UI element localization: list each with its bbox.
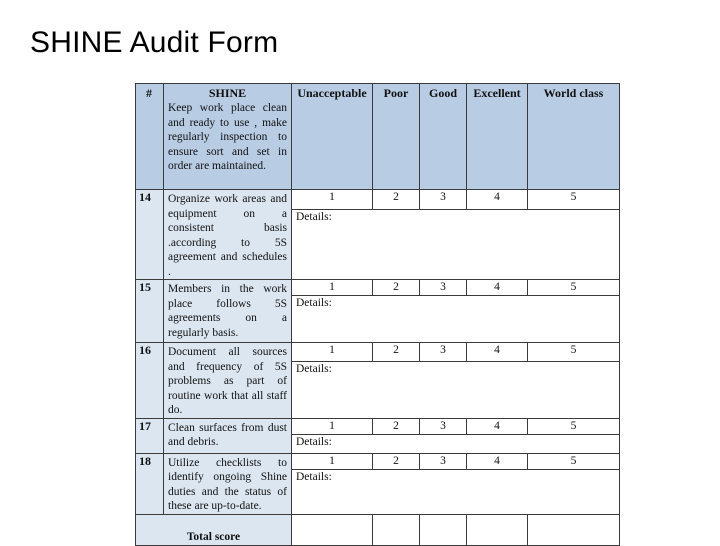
header-excellent: Excellent [467,84,528,190]
total-poor[interactable] [373,514,420,545]
table-row [136,418,620,434]
score-poor[interactable]: 2 [373,418,420,434]
score-good[interactable]: 3 [420,343,467,362]
score-unacceptable[interactable]: 1 [292,453,373,469]
details-field[interactable]: Details: [292,362,620,418]
header-world-class: World class [528,84,620,190]
table-row [136,343,620,362]
score-poor[interactable]: 2 [373,343,420,362]
score-unacceptable[interactable]: 1 [292,280,373,296]
score-world-class[interactable]: 5 [528,453,620,469]
page-title: SHINE Audit Form [30,26,279,59]
row-number: 17 [136,418,164,453]
details-field[interactable]: Details: [292,469,620,514]
score-excellent[interactable]: 4 [467,418,528,434]
row-criterion: Clean surfaces from dust and debris. [164,418,292,453]
header-shine [164,84,292,190]
row-criterion: Members in the work place follows 5S agreements on a regularly basis. [164,280,292,343]
table-row [136,190,620,210]
header-num: # [136,84,164,190]
row-number: 16 [136,343,164,419]
total-unacceptable[interactable] [292,514,373,545]
total-world-class[interactable] [528,514,620,545]
header-shine-description: Keep work place clean and ready to use , make regularly inspection to ensure sort and set in order are maintained. [168,102,287,172]
score-world-class[interactable]: 5 [528,190,620,210]
table-row [136,453,620,469]
row-criterion: Organize work areas and equipment on a consistent basis .according to 5S agreement and schedules . [164,190,292,280]
score-good[interactable]: 3 [420,453,467,469]
row-criterion: Utilize checklists to identify ongoing Shine duties and the status of these are up-to-date. [164,453,292,514]
score-excellent[interactable]: 4 [467,343,528,362]
score-poor[interactable]: 2 [373,280,420,296]
total-score-label: Total score [136,514,292,545]
score-unacceptable[interactable]: 1 [292,343,373,362]
row-criterion: Document all sources and frequency of 5S problems as part of routine work that all staff do. [164,343,292,419]
header-shine-title: SHINE [208,86,247,100]
total-excellent[interactable] [467,514,528,545]
header-unacceptable: Unacceptable [292,84,373,190]
score-excellent[interactable]: 4 [467,453,528,469]
score-world-class[interactable]: 5 [528,343,620,362]
score-world-class[interactable]: 5 [528,418,620,434]
audit-table [135,83,620,546]
score-unacceptable[interactable]: 1 [292,418,373,434]
score-good[interactable]: 3 [420,418,467,434]
score-good[interactable]: 3 [420,190,467,210]
total-good[interactable] [420,514,467,545]
total-row [136,514,620,545]
header-good: Good [420,84,467,190]
details-field[interactable]: Details: [292,434,620,453]
score-excellent[interactable]: 4 [467,280,528,296]
details-field[interactable]: Details: [292,296,620,343]
score-poor[interactable]: 2 [373,453,420,469]
row-number: 14 [136,190,164,280]
row-number: 18 [136,453,164,514]
row-number: 15 [136,280,164,343]
table-row [136,280,620,296]
score-good[interactable]: 3 [420,280,467,296]
header-poor: Poor [373,84,420,190]
score-poor[interactable]: 2 [373,190,420,210]
score-world-class[interactable]: 5 [528,280,620,296]
details-field[interactable]: Details: [292,210,620,280]
score-unacceptable[interactable]: 1 [292,190,373,210]
score-excellent[interactable]: 4 [467,190,528,210]
header-row [136,84,620,190]
